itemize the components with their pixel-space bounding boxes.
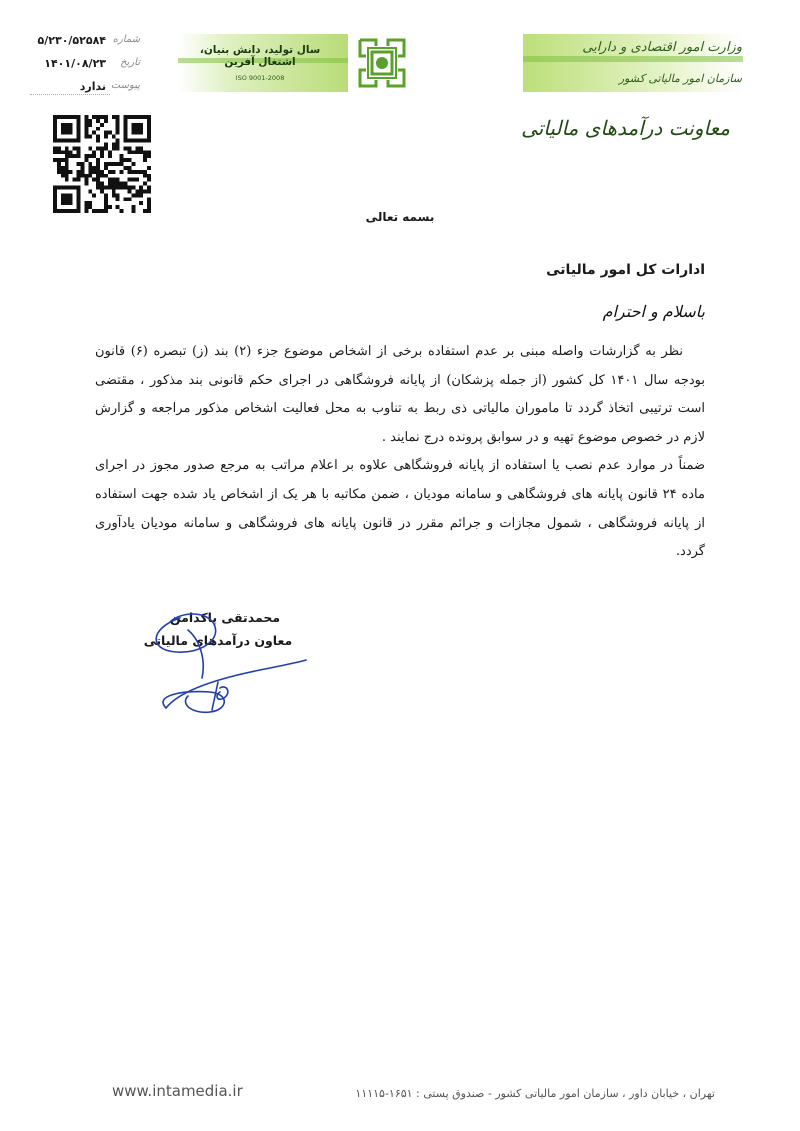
letter-date-value: ۱۴۰۱/۰۸/۲۳: [44, 57, 106, 70]
letter-attachment-value: ندارد: [79, 80, 106, 93]
letter-number-row: [30, 34, 140, 57]
letter-meta: [30, 34, 140, 103]
letter-attachment-label: پیوست: [110, 80, 140, 91]
year-slogan: سال تولید، دانش بنیان، اشتغال آفرین: [199, 44, 321, 68]
iso-certificate: ISO 9001-2008: [235, 74, 285, 82]
footer-address: تهران ، خیابان داور ، سازمان امور مالیاتی کشور - صندوق پستی : ۱۶۵۱-۱۱۱۱۵: [355, 1087, 715, 1100]
letter-attachment-row: [30, 80, 140, 103]
qr-code-icon: [53, 115, 151, 213]
letter-recipient: ادارات کل امور مالیاتی: [546, 262, 705, 278]
letter-title: بسمه تعالی: [365, 210, 435, 224]
organization-name: سازمان امور مالیاتی کشور: [618, 72, 742, 85]
letter-number-label: شماره: [112, 34, 140, 45]
signer-role: معاون درآمدهای مالیاتی: [143, 633, 293, 648]
letter-number-value: ۵/۲۳۰/۵۲۵۸۴: [37, 34, 106, 47]
letter-body: [95, 338, 705, 567]
letter-date-row: [30, 57, 140, 80]
signer-name: محمدتقی پاکدامن: [169, 610, 281, 625]
letter-date-label: تاریخ: [120, 57, 140, 68]
letter-greeting: باسلام و احترام: [602, 302, 705, 321]
ministry-name: وزارت امور اقتصادی و دارایی: [582, 40, 742, 55]
letter-paragraph-1: نظر به گزارشات واصله مبنی بر عدم استفاده برخی از اشخاص موضوع جزء (۲) بند (ز) تبصره (۶) قانون بودجه سال ۱۴۰۱ کل کشور (از جمله پزشکان) از پایانه فروشگاهی در اجرای حکم قانونی بند مذکور ، مقتضی است ترتیبی اتخاذ گردد تا ماموران مالیاتی ذی ربط به تناوب به محل فعالیت اشخاص مذکور مراجعه و گزارش لازم در خصوص موضوع تهیه و در سوابق پرونده درج نمایند .: [95, 344, 705, 445]
tax-organization-emblem-icon: [354, 34, 410, 92]
handwritten-signature: [140, 600, 310, 720]
footer-website: www.intamedia.ir: [112, 1082, 243, 1100]
letter-paragraph-2: ضمناً در موارد عدم نصب یا استفاده از پایانه فروشگاهی علاوه بر اعلام مراتب به مرجع صدور مجوز در اجرای ماده ۲۴ قانون پایانه های فروشگاهی و سامانه مودیان ، ضمن مکاتبه با هر یک از اشخاص یاد شده جهت استفاده از پایانه فروشگاهی ، شمول مجازات و جرائم مقرر در قانون پایانه های فروشگاهی و سامانه مودیان یادآوری گردد.: [95, 458, 705, 560]
deputy-title: معاونت درآمدهای مالیاتی: [521, 116, 730, 140]
